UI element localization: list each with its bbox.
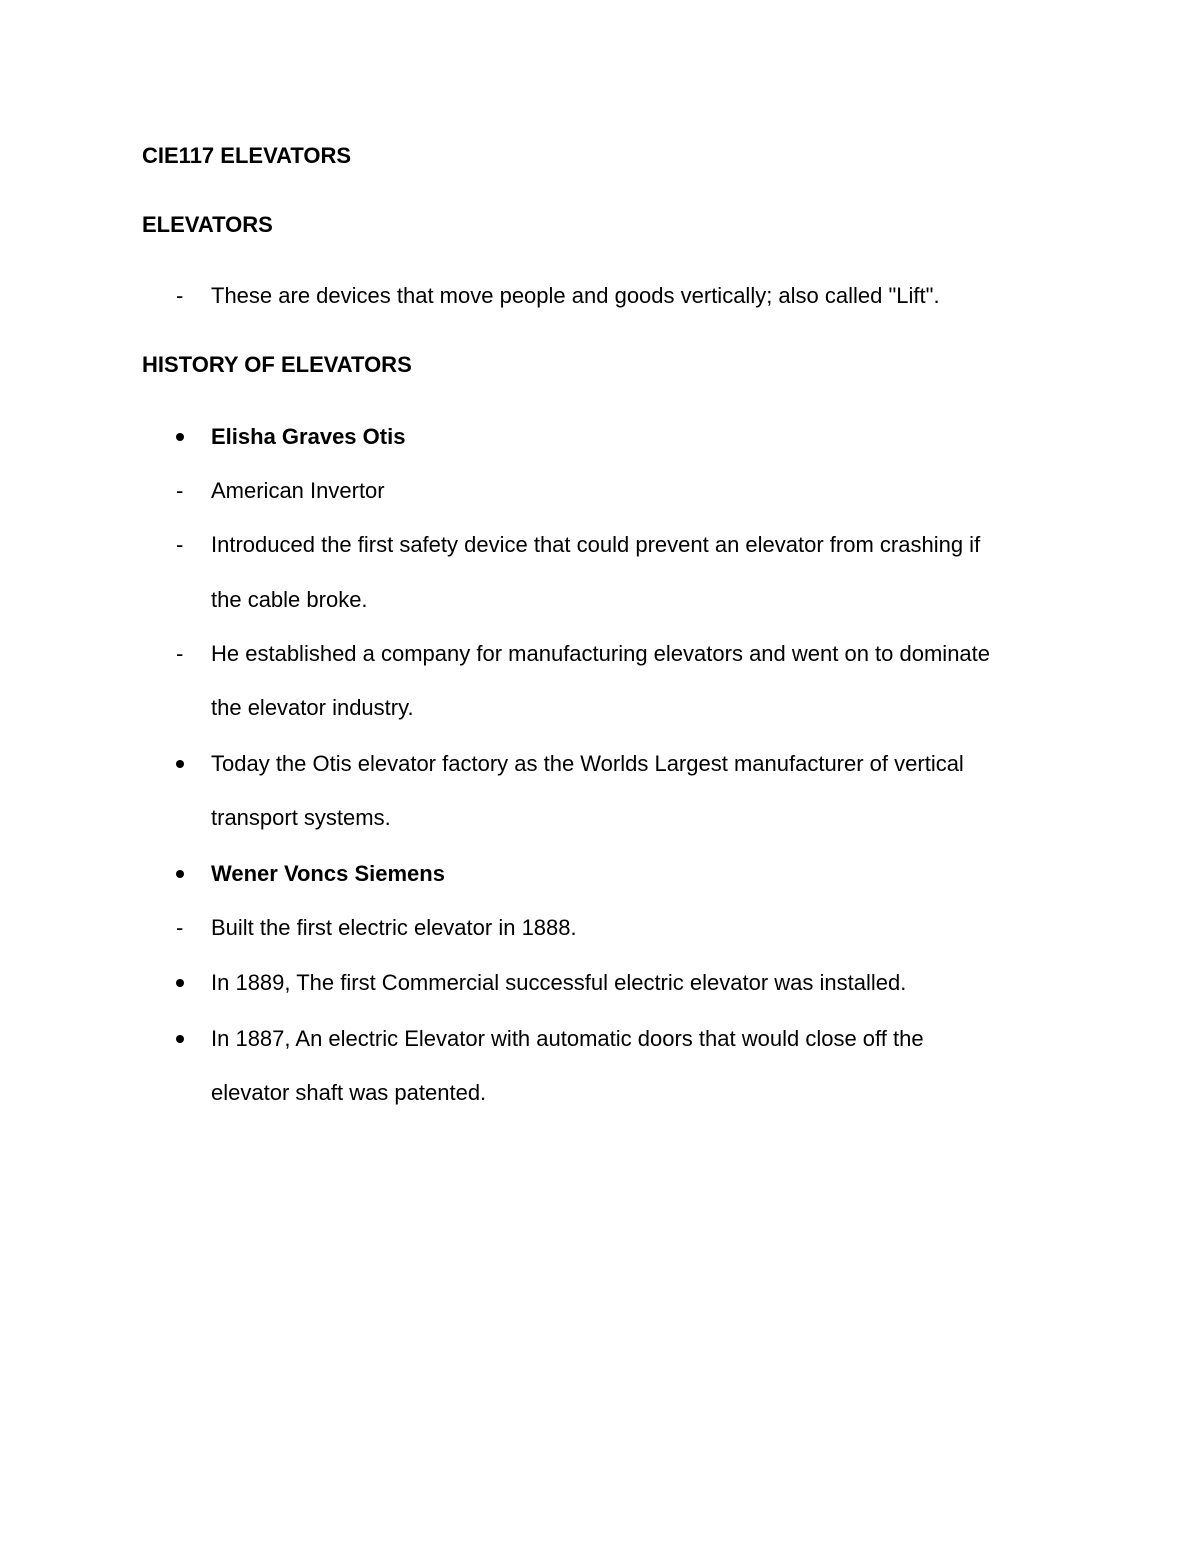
siemens-doors-line1: In 1887, An electric Elevator with automatic doors that would close off the bbox=[211, 1026, 924, 1051]
otis-safety-line1: Introduced the first safety device that could prevent an elevator from crashing if bbox=[211, 532, 981, 557]
bullet-icon bbox=[176, 1035, 184, 1043]
bullet-icon bbox=[176, 760, 184, 768]
otis-today-line1: Today the Otis elevator factory as the Worlds Largest manufacturer of vertical bbox=[211, 751, 964, 776]
otis-name: Elisha Graves Otis bbox=[211, 424, 406, 449]
otis-company-line1: He established a company for manufacturing elevators and went on to dominate bbox=[211, 641, 991, 666]
dash-marker: - bbox=[176, 532, 184, 557]
dash-marker: - bbox=[176, 915, 184, 940]
bullet-icon bbox=[176, 870, 184, 878]
otis-safety-line2: the cable broke. bbox=[211, 587, 368, 612]
siemens-commercial: In 1889, The first Commercial successful electric elevator was installed. bbox=[211, 970, 907, 995]
bullet-icon bbox=[176, 433, 184, 441]
dash-marker: - bbox=[176, 283, 184, 308]
document-title: CIE117 ELEVATORS bbox=[142, 143, 352, 168]
siemens-doors-line2: elevator shaft was patented. bbox=[211, 1080, 487, 1105]
section-heading-history: HISTORY OF ELEVATORS bbox=[142, 352, 412, 377]
dash-marker: - bbox=[176, 478, 184, 503]
siemens-name: Wener Voncs Siemens bbox=[211, 861, 445, 886]
definition-text: These are devices that move people and goods vertically; also called "Lift". bbox=[211, 283, 940, 308]
otis-nationality: American Invertor bbox=[211, 478, 385, 503]
otis-today-line2: transport systems. bbox=[211, 805, 391, 830]
dash-marker: - bbox=[176, 641, 184, 666]
section-heading-elevators: ELEVATORS bbox=[142, 212, 273, 237]
bullet-icon bbox=[176, 979, 184, 987]
siemens-first-electric: Built the first electric elevator in 1888. bbox=[211, 915, 577, 940]
otis-company-line2: the elevator industry. bbox=[211, 695, 414, 720]
